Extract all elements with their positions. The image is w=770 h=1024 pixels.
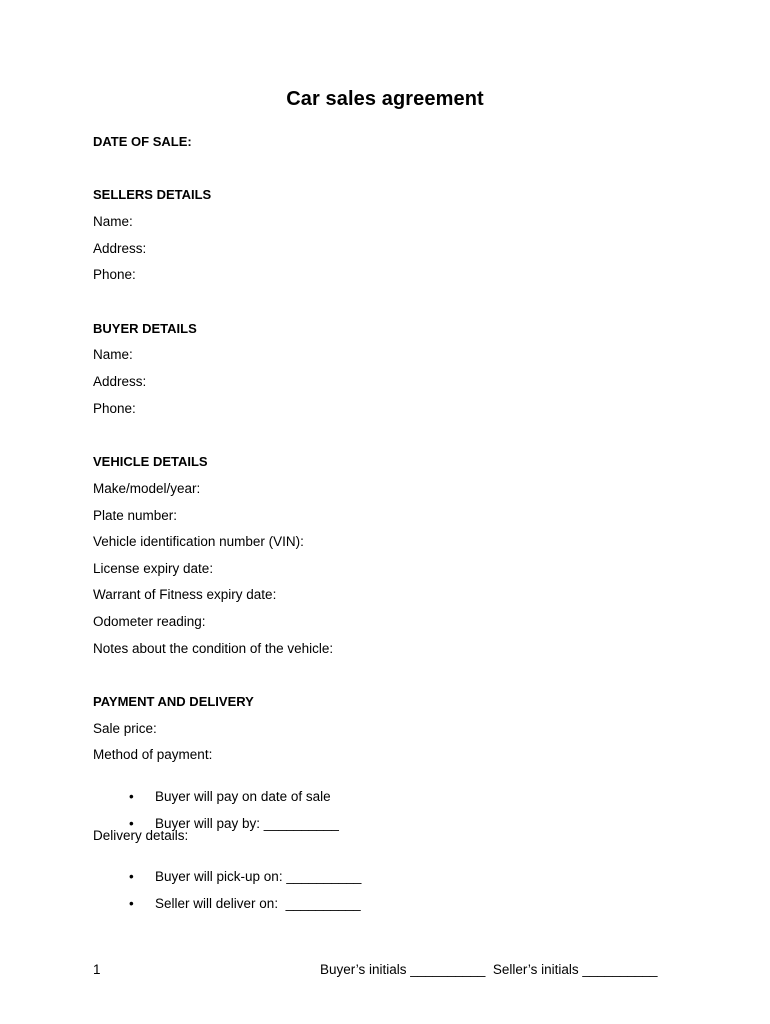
buyer-heading: BUYER DETAILS — [93, 321, 197, 336]
page-number: 1 — [93, 962, 101, 977]
vin-label: Vehicle identification number (VIN): — [93, 534, 304, 549]
buyer-address-label: Address: — [93, 374, 147, 389]
wof-expiry-label: Warrant of Fitness expiry date: — [93, 587, 277, 602]
buyer-name-label: Name: — [93, 347, 133, 362]
document-title: Car sales agreement — [286, 88, 484, 110]
sale-price-label: Sale price: — [93, 721, 157, 736]
payment-method-label: Method of payment: — [93, 747, 213, 762]
bullet-icon: • — [129, 816, 134, 831]
seller-address-label: Address: — [93, 241, 147, 256]
buyer-phone-label: Phone: — [93, 401, 136, 416]
condition-notes-label: Notes about the condition of the vehicle: — [93, 641, 334, 656]
delivery-option-text: Seller will deliver on: __________ — [155, 896, 361, 911]
list-item — [114, 881, 361, 926]
sellers-heading: SELLERS DETAILS — [93, 187, 212, 202]
plate-number-label: Plate number: — [93, 508, 178, 523]
date-of-sale-label: DATE OF SALE: — [93, 134, 192, 149]
vehicle-heading: VEHICLE DETAILS — [93, 454, 208, 469]
seller-name-label: Name: — [93, 214, 133, 229]
bullet-icon: • — [129, 789, 134, 804]
payment-option-text: Buyer will pay on date of sale — [155, 789, 331, 804]
delivery-option-text: Buyer will pick-up on: __________ — [155, 869, 362, 884]
bullet-icon: • — [129, 869, 134, 884]
bullet-icon: • — [129, 896, 134, 911]
payment-heading: PAYMENT AND DELIVERY — [93, 694, 254, 709]
make-model-year-label: Make/model/year: — [93, 481, 201, 496]
payment-option-text: Buyer will pay by: __________ — [155, 816, 339, 831]
odometer-label: Odometer reading: — [93, 614, 206, 629]
seller-phone-label: Phone: — [93, 267, 136, 282]
license-expiry-label: License expiry date: — [93, 561, 214, 576]
initials-line: Buyer’s initials __________ Seller’s initials __________ — [320, 962, 658, 977]
delivery-details-label: Delivery details: — [93, 828, 189, 843]
